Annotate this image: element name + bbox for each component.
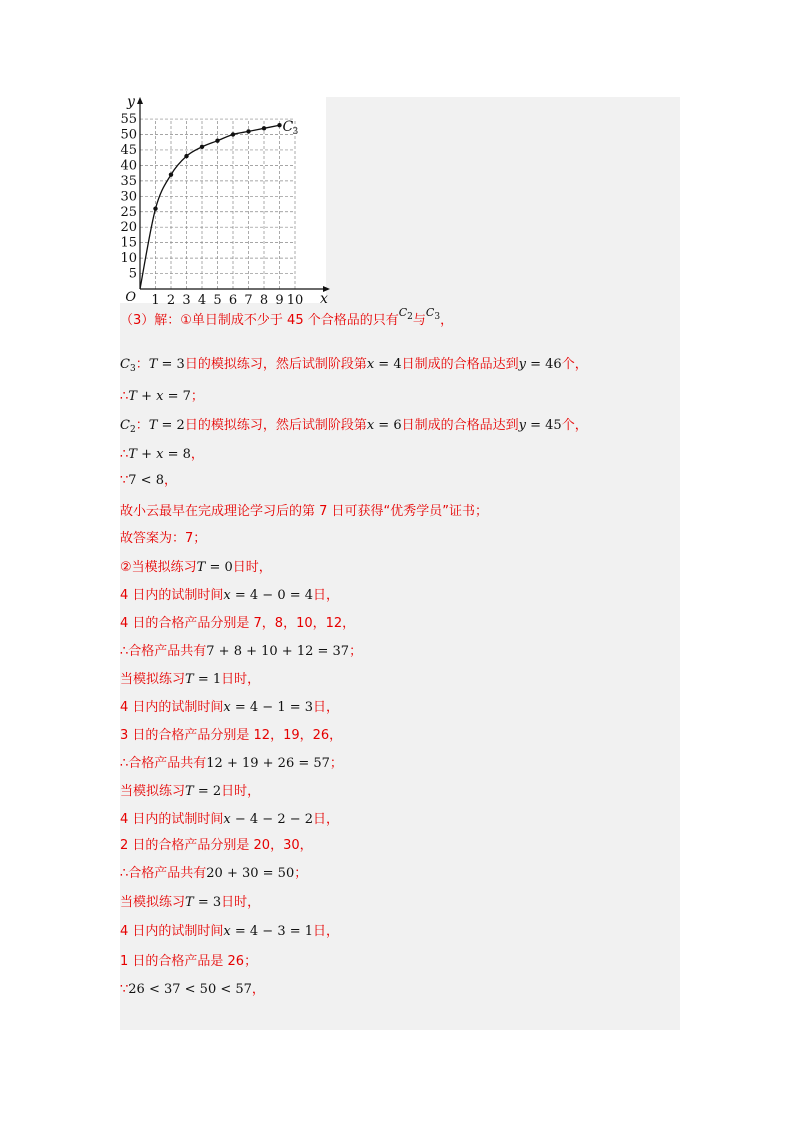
text-segment: x — [223, 700, 231, 715]
text-segment: ： — [135, 418, 149, 433]
solution-line — [120, 921, 339, 943]
solution-line — [120, 557, 272, 579]
text-segment: 当模拟练习 — [120, 672, 186, 687]
text-segment: 日， — [313, 924, 340, 939]
solution-line — [120, 979, 265, 1001]
text-segment: ∴合格产品共有 — [120, 756, 207, 771]
origin-label: O — [125, 290, 136, 305]
text-segment: ； — [329, 756, 343, 771]
line-chart — [120, 97, 340, 307]
text-segment: 日的模拟练习，然后试制阶段第 — [184, 418, 367, 433]
x-tick-label: 10 — [286, 293, 304, 307]
curve-label: C — [282, 119, 294, 136]
text-segment: = 0 — [205, 560, 233, 575]
y-axis-label: y — [127, 97, 135, 110]
text-segment: = 4 − 3 = 1 — [230, 924, 314, 939]
subscript: 2 — [407, 312, 413, 322]
text-segment: ； — [349, 644, 363, 659]
text-segment: = 2 — [157, 418, 185, 433]
y-tick-label: 40 — [120, 158, 137, 174]
text-segment: ， — [190, 447, 204, 462]
text-segment: 7 + 8 + 10 + 12 = 37 — [206, 644, 350, 659]
x-tick-label: 1 — [151, 293, 160, 307]
text-segment: 日时， — [221, 895, 261, 910]
text-segment: x — [223, 924, 231, 939]
text-segment: T — [185, 672, 194, 687]
text-segment: T — [148, 418, 158, 433]
text-segment: 日时， — [232, 560, 272, 575]
text-segment: x — [156, 389, 164, 404]
text-segment: + — [136, 447, 157, 462]
solution-line — [120, 697, 339, 719]
x-tick-label: 8 — [259, 293, 269, 307]
text-segment: = 3 — [157, 357, 185, 372]
y-tick-label: 45 — [120, 142, 137, 158]
text-segment: ： — [135, 357, 149, 372]
text-segment: 4 日内的试制时间 — [120, 924, 224, 939]
text-segment: T — [128, 447, 137, 462]
x-tick-label: 3 — [182, 293, 191, 307]
text-segment: ， — [163, 473, 177, 488]
text-segment: C — [120, 418, 130, 433]
text-segment: = 3 — [193, 895, 222, 910]
text-segment: ∵ — [120, 982, 129, 997]
x-axis-label: x — [320, 291, 328, 307]
text-segment: 7 < 8 — [128, 473, 164, 488]
text-segment: ②当模拟练习 — [120, 560, 197, 575]
data-point — [215, 138, 219, 142]
solution-line — [120, 444, 204, 466]
text-segment: 2 日的合格产品分别是 20，30， — [120, 838, 313, 853]
y-tick-label: 15 — [120, 235, 137, 251]
solution-line — [120, 306, 454, 332]
text-segment: 日时， — [221, 672, 261, 687]
solution-line — [120, 641, 362, 663]
x-tick-label: 4 — [197, 293, 207, 307]
text-segment: y — [518, 418, 526, 433]
data-point — [153, 206, 157, 210]
text-segment: = 4 − 0 = 4 — [230, 588, 314, 603]
data-point — [231, 132, 235, 136]
text-segment: = 7 — [163, 389, 191, 404]
text-segment: = 45 — [525, 418, 562, 433]
text-segment: C — [120, 357, 130, 372]
text-segment: 20 + 30 = 50 — [206, 866, 295, 881]
solution-line — [120, 386, 204, 408]
text-segment: = 4 − 1 = 3 — [230, 700, 314, 715]
text-segment: ∴合格产品共有 — [120, 644, 207, 659]
y-tick-label: 50 — [120, 127, 137, 143]
solution-line — [120, 835, 313, 857]
y-tick-label: 20 — [120, 220, 137, 236]
text-segment: C — [398, 306, 408, 319]
data-point — [200, 145, 204, 149]
solution-line — [120, 415, 588, 437]
text-segment: ∴合格产品共有 — [120, 866, 207, 881]
y-tick-label: 30 — [120, 189, 137, 205]
text-segment: = 46 — [525, 357, 562, 372]
text-segment: 当模拟练习 — [120, 784, 186, 799]
solution-line — [120, 892, 260, 914]
solution-line — [120, 613, 355, 635]
text-segment: x — [366, 418, 375, 433]
text-segment: x — [156, 447, 164, 462]
data-point — [184, 154, 188, 158]
text-segment: 当模拟练习 — [120, 895, 186, 910]
text-segment: 26 < 37 < 50 < 57 — [128, 982, 252, 997]
text-segment: ， — [440, 313, 454, 328]
data-point — [246, 129, 250, 133]
text-segment: = 4 — [374, 357, 402, 372]
y-tick-label: 10 — [120, 251, 137, 267]
text-segment: y — [518, 357, 526, 372]
y-axis-arrow — [137, 97, 143, 104]
text-segment: 1 日的合格产品是 26； — [120, 954, 258, 969]
solution-line — [120, 585, 339, 607]
solution-line — [120, 951, 257, 973]
text-segment: 日， — [313, 588, 340, 603]
solution-line — [120, 725, 342, 747]
text-segment: 日时， — [221, 784, 261, 799]
text-segment: 个， — [561, 418, 588, 433]
text-segment: 故答案为：7； — [120, 531, 207, 546]
text-segment: ； — [294, 866, 308, 881]
text-segment: ∵ — [120, 473, 129, 488]
text-segment: 日， — [313, 700, 340, 715]
text-segment: 日的模拟练习，然后试制阶段第 — [184, 357, 367, 372]
x-tick-label: 2 — [166, 293, 176, 307]
solution-line — [120, 501, 488, 523]
text-segment: 日制成的合格品达到 — [401, 418, 519, 433]
solution-line — [120, 669, 260, 691]
text-segment: 12 + 19 + 26 = 57 — [206, 756, 330, 771]
text-segment: 4 日内的试制时间 — [120, 812, 224, 827]
text-segment: ∴ — [120, 447, 129, 462]
text-segment: T — [185, 895, 194, 910]
solution-line — [120, 753, 343, 775]
y-tick-label: 35 — [120, 173, 137, 189]
text-segment: = 2 — [193, 784, 222, 799]
text-segment: 4 日内的试制时间 — [120, 588, 224, 603]
x-tick-label: 5 — [213, 293, 222, 307]
text-segment: ； — [190, 389, 204, 404]
solution-line — [120, 470, 177, 492]
text-segment: T — [148, 357, 158, 372]
subscript: 2 — [129, 425, 136, 435]
text-segment: 4 日内的试制时间 — [120, 700, 224, 715]
solution-line — [120, 528, 206, 550]
text-segment: 4 日的合格产品分别是 7，8，10，12， — [120, 616, 356, 631]
solution-line — [120, 781, 260, 803]
text-segment: T — [185, 784, 194, 799]
text-segment: 故小云最早在完成理论学习后的第 7 日可获得“优秀学员”证书； — [120, 504, 489, 519]
solution-line — [120, 354, 588, 376]
curve-label-subscript: 3 — [292, 127, 299, 138]
text-segment: x — [223, 812, 231, 827]
text-segment: ， — [251, 982, 265, 997]
text-segment: 与 — [412, 313, 426, 328]
data-point — [262, 126, 266, 130]
x-tick-label: 7 — [244, 293, 253, 307]
text-segment: x — [366, 357, 375, 372]
text-segment: 个， — [561, 357, 588, 372]
text-segment: = 1 — [193, 672, 222, 687]
text-segment: = 8 — [163, 447, 191, 462]
y-tick-label: 5 — [128, 266, 137, 282]
text-segment: − 4 − 2 − 2 — [230, 812, 314, 827]
text-segment: x — [223, 588, 231, 603]
text-segment: + — [136, 389, 157, 404]
text-segment: T — [196, 560, 206, 575]
solution-line — [120, 863, 307, 885]
y-tick-label: 25 — [120, 204, 137, 220]
text-segment: （3）解：①单日制成不少于 45 个合格品的只有 — [120, 313, 399, 328]
text-segment: C — [425, 306, 435, 319]
subscript: 3 — [129, 364, 136, 374]
text-segment: 日， — [313, 812, 340, 827]
text-segment: = 6 — [374, 418, 402, 433]
solution-line — [120, 809, 339, 831]
y-tick-label: 55 — [120, 112, 137, 128]
subscript: 3 — [434, 312, 441, 322]
text-segment: ∴ — [120, 389, 129, 404]
text-segment: T — [128, 389, 137, 404]
data-point — [169, 172, 173, 176]
x-tick-label: 6 — [228, 293, 238, 307]
text-segment: 3 日的合格产品分别是 12，19，26， — [120, 728, 343, 743]
text-segment: 日制成的合格品达到 — [401, 357, 519, 372]
data-point — [277, 123, 281, 127]
x-tick-label: 9 — [275, 293, 284, 307]
